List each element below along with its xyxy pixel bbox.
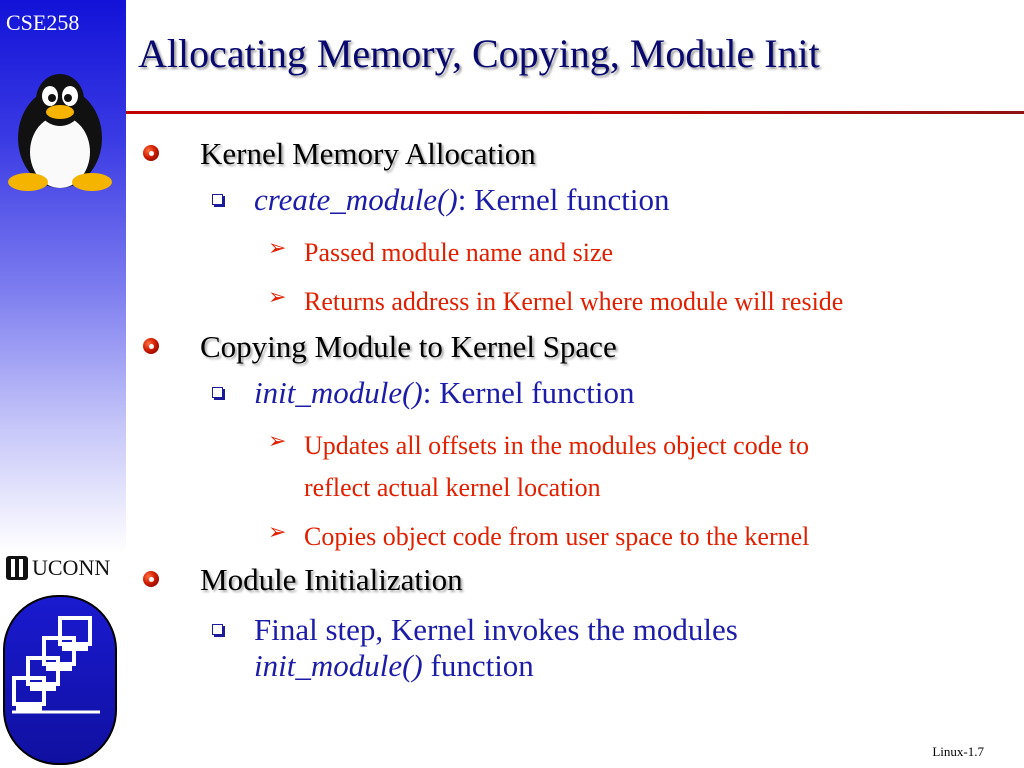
title-divider: [126, 111, 1024, 114]
bullet-text: Returns address in Kernel where module will reside: [304, 287, 844, 316]
bullet-text: Copying Module to Kernel Space: [200, 329, 617, 364]
bullet-text: Kernel Memory Allocation: [200, 136, 536, 171]
uconn-seal-icon: [4, 553, 30, 583]
square-bullet-icon: [212, 194, 223, 205]
arrow-bullet-icon: ➢: [268, 285, 287, 310]
circle-bullet-icon: [143, 145, 159, 161]
bullet-text: Copies object code from user space to the kernel: [304, 522, 810, 551]
square-bullet-icon: [212, 387, 223, 398]
sidebar: [0, 0, 126, 768]
cse-department-logo-icon: [0, 592, 124, 768]
bullet-text-line1: Updates all offsets in the modules object code to: [304, 431, 809, 460]
course-code: CSE258: [6, 10, 80, 35]
arrow-bullet-icon: ➢: [268, 429, 287, 454]
bullet-text: : Kernel function: [422, 375, 635, 410]
uconn-logo-text: UCONN: [32, 555, 111, 580]
circle-bullet-icon: [143, 338, 159, 354]
bullet-text: Module Initialization: [200, 562, 463, 597]
square-bullet-icon: [212, 624, 223, 635]
uconn-logo: [4, 553, 110, 583]
bullet-text: : Kernel function: [457, 182, 670, 217]
bullet-text-line2: reflect actual kernel location: [304, 473, 601, 502]
bullet-text: Passed module name and size: [304, 238, 614, 267]
arrow-bullet-icon: ➢: [268, 236, 287, 261]
slide-title: Allocating Memory, Copying, Module Init: [138, 31, 820, 76]
slide-number: Linux-1.7: [932, 744, 984, 759]
function-name: init_module(): [254, 375, 423, 410]
circle-bullet-icon: [143, 571, 159, 587]
arrow-bullet-icon: ➢: [268, 520, 287, 545]
function-name: create_module(): [254, 182, 458, 217]
tux-penguin-icon: [6, 70, 116, 195]
bullet-text-suffix: function: [422, 648, 534, 683]
bullet-text: Final step, Kernel invokes the modules: [254, 612, 738, 647]
function-name: init_module(): [254, 648, 423, 683]
